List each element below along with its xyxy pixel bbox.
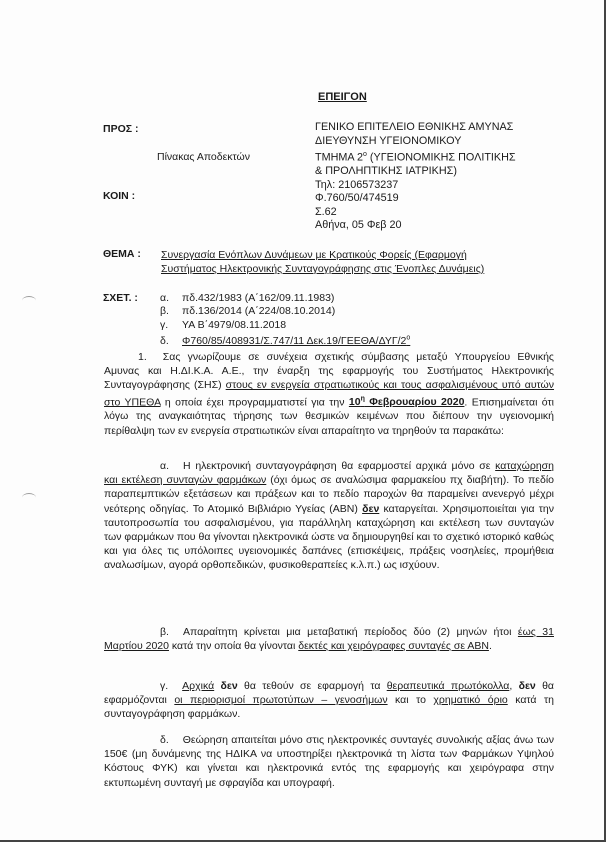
sender-block: [315, 121, 516, 233]
reference-item: β. πδ.136/2014 (Α΄224/08.10.2014): [160, 305, 336, 318]
subject-label: ΘΕΜΑ :: [103, 248, 141, 260]
paragraph-1: 1. Σας γνωρίζουμε σε συνέχεια σχετικής σύμβασης μεταξύ Υπουργείου Εθνικής Αμυνας και Η.ΔΙ.Κ.Α. Α.Ε., την έναρξη της εφαρμογής του Συστήματος Ηλεκτρονικής Συνταγογράφησης (ΣΗΣ) στους εν ενεργεία στρατιωτικούς και τους ασφαλισμένους υπό αυτών στο ΥΠΕΘΑ η οποία έχει προγραμματιστεί για την $10^\eta$ Φεβρουαρίου 2020. Επισημαίνεται ότι λόγω της αναγκαιότητας τήρησης των θεσμικών κειμένων που διέπουν την υγειονομική περίθαλψη των εν ενεργεία στρατιωτικών είναι απαραίτητο να τηρηθούν τα παρακάτω:: [104, 351, 555, 437]
subparagraph-c: γ. Αρχικά δεν θα τεθούν σε εφαρμογή τα θεραπευτικά πρωτόκολλα, δεν θα εφαρμόζονται οι περιορισμοί πρωτοτύπων – γενοσήμων και το χρηματικό όριο κατά τη συνταγογράφηση φαρμάκων.: [104, 680, 554, 721]
punch-hole-mark: [22, 296, 36, 305]
subject-line: Συστήματος Ηλεκτρονικής Συνταγογράφησης στις Ένοπλες Δυνάμεις): [161, 263, 485, 275]
sigma-number: Σ.62: [315, 205, 337, 218]
pros-label: ΠΡΟΣ :: [103, 123, 139, 135]
koin-label: ΚΟΙΝ :: [103, 190, 136, 202]
sender-directorate: ΔΙΕΥΘΥΝΣΗ ΥΓΕΙΟΝΟΜΙΚΟΥ: [315, 134, 462, 147]
subparagraph-b: β. Απαραίτητη κρίνεται μια μεταβατική περίοδος δύο (2) μηνών ήτοι έως 31 Μαρτίου 2020 κατά την οποία θα γίνονται δεκτές και χειρόγραφες συνταγές σε ΑΒΝ.: [104, 626, 554, 653]
distribution-list-label: Πίνακας Αποδεκτών: [157, 151, 250, 163]
references-label: ΣΧΕΤ. :: [103, 292, 138, 304]
subject-line: Συνεργασία Ενόπλων Δυνάμεων με Κρατικούς Φορείς (Εφαρμογή: [161, 249, 467, 261]
reference-item: γ. ΥΑ Β΄4979/08.11.2018: [160, 318, 287, 331]
subject-text: [161, 248, 484, 276]
subparagraph-d: δ. Θεώρηση απαιτείται μόνο στις ηλεκτρονικές συνταγές συνολικής αξίας άνω των 150€ (μη δυνάμενης της ΗΔΙΚΑ να υποστηρίξει ηλεκτρονικά τη λίστα των Φαρμάκων Υψηλού Κόστους ΦΥΚ) και γίνεται και ηλεκτρονικά εντός της εφαρμογής και χειρόγραφα στην εκτυπωμένη συνταγή με σφραγίδα και υπογραφή.: [104, 734, 554, 789]
reference-item: α. πδ.432/1983 (Α΄162/09.11.1983): [160, 292, 335, 304]
sender-org: ΓΕΝΙΚΟ ΕΠΙΤΕΛΕΙΟ ΕΘΝΙΚΗΣ ΑΜΥΝΑΣ: [315, 121, 514, 133]
punch-hole-mark: [22, 493, 36, 502]
place-date: Αθήνα, 05 Φεβ 20: [315, 219, 402, 232]
subparagraph-a: α. Η ηλεκτρονική συνταγογράφηση θα εφαρμοστεί αρχικά μόνο σε καταχώρηση και εκτέλεση συνταγών φαρμάκων (όχι όμως σε αναλώσιμα φαρμακείου πχ διαβήτη). Το πεδίο παραπεμπτικών εξετάσεων και πράξεων και το πεδίο παροχών θα παραμείνει ανενεργό μέχρι νεότερης οδηγίας. Το Ατομικό Βιβλιάριο Υγείας (ΑΒΝ) δεν καταργείται. Χρησιμοποιείται για την ταυτοπροσωπία του ασφαλισμένου, για παράλληλη καταχώρηση και εκτέλεση των συνταγών των φαρμάκων που θα γίνονται ηλεκτρονικά ώστε να δημιουργηθεί και το σχετικό ιστορικό καθώς και για όλες τις υπόλοιπες υγειονομικές δαπάνες (επισκέψεις, πράξεις νοσηλείες, προμήθεια αναλωσίμων, αγορά ορθοπεδικών, φυσικοθεραπείες κ.λ.π.) ως ισχύουν.: [104, 460, 554, 572]
references-list: [160, 292, 410, 349]
urgent-title: ΕΠΕΙΓΟΝ: [318, 91, 367, 103]
sender-section-cont: & ΠΡΟΛΗΠΤΙΚΗΣ ΙΑΤΡΙΚΗΣ): [315, 165, 457, 178]
reference-item: δ. Φ760/85/408931/Σ.747/11 $\Delta\varepsilon\kappa.19/\Gamma EE\Theta A/\Delta\Upsilon\Gamma/2^o$: [160, 334, 411, 348]
file-number: Φ.760/50/474519: [315, 192, 399, 205]
sender-phone: Τηλ: 2106573237: [315, 178, 399, 191]
sender-section: ΤΜΗΜΑ $2^o$ (ΥΓΕΙΟΝΟΜΙΚΗΣ ΠΟΛΙΤΙΚΗΣ: [315, 151, 516, 164]
